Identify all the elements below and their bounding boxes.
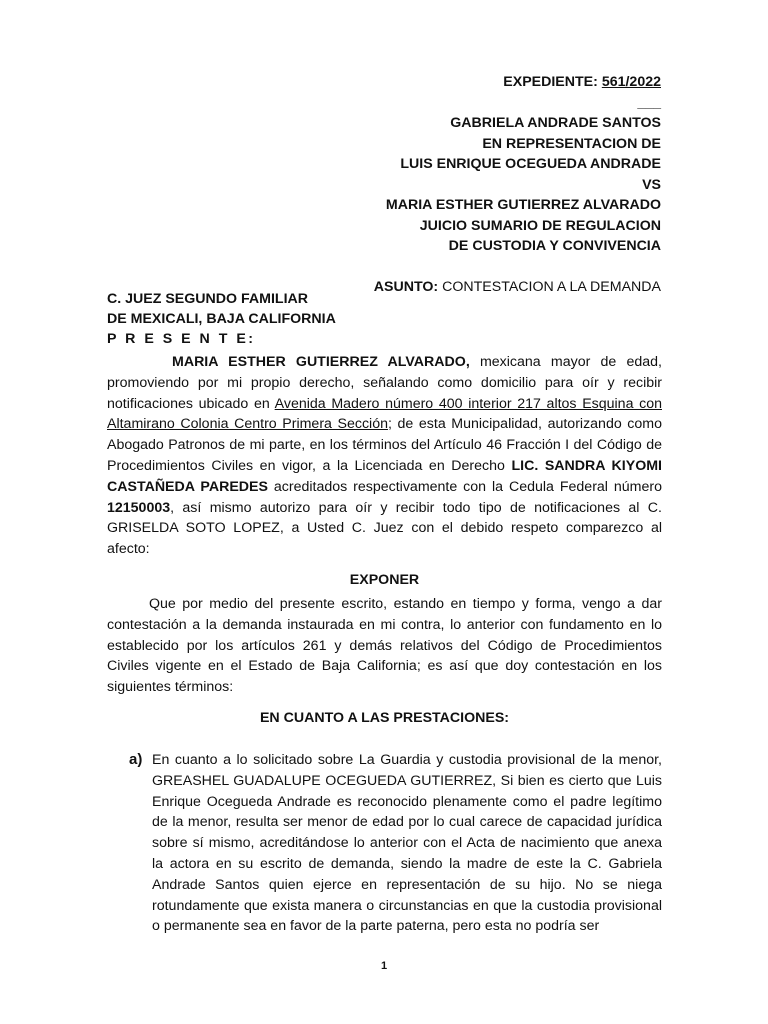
respondent-name: MARIA ESTHER GUTIERREZ ALVARADO, [172,354,470,370]
header-line: LUIS ENRIQUE OCEGUEDA ANDRADE [400,156,661,172]
case-header [374,72,661,297]
cedula-number: 12150003 [107,499,171,516]
intro-text-3: acreditados respectivamente con la Cedula Federal número [267,478,662,495]
expediente-label: EXPEDIENTE: [503,74,602,90]
addressee-line-2: DE MEXICALI, BAJA CALIFORNIA [107,311,336,327]
item-a-label: a) [129,751,143,768]
header-line: VS [642,176,661,193]
exponer-heading: EXPONER [349,572,420,588]
exponer-paragraph: Que por medio del presente escrito, estando en tiempo y forma, vengo a dar contestación a la demanda instaurada en mi contra, lo anterior con fundamento en lo establecido por los artículos 261 y demás relativos del Código de Procedimientos Civiles vigente en el Estado de Baja California; es así que doy contestación en los siguientes términos: [107,596,662,696]
presente-line: P R E S E N T E: [107,331,256,347]
addressee-block [107,289,336,349]
asunto-line [374,277,661,298]
item-a-text: En cuanto a lo solicitado sobre La Guardia y custodia provisional de la menor, GREASHEL GUADALUPE OCEGUEDA GUTIERREZ, Si bien es cierto que Luis Enrique Ocegueda Andrade es reconocido plenamente como el padre legítimo de la menor, resulta ser menor de edad por lo cual carece de capacidad jurídica sobre sí mismo, acreditándose lo anterior con el Acta de nacimiento que anexa la actora en su escrito de demanda, siendo la madre de este la C. Gabriela Andrade Santos quien ejerce en representación de su hijo. No se niega rotundamente que exista manera o circunstancias en que la custodia provisional o permanente sea en favor de la parte paterna, pero esta no podría ser [152,752,662,935]
header-line: GABRIELA ANDRADE SANTOS [450,115,661,131]
expediente-line [374,72,661,93]
lawyer-name: LIC. SANDRA KIYOMI CASTAÑEDA PAREDES [107,457,662,495]
intro-text-4: , así mismo autorizo para oír y recibir todo tipo de notificaciones al C. GRISELDA SOTO LOPEZ, a Usted C. Juez con el debido respeto comparezco al afecto: [107,499,662,558]
header-line: DE CUSTODIA Y CONVIVENCIA [448,238,661,254]
page-number: 1 [380,960,388,972]
address-text: Avenida Madero número 400 interior 217 altos Esquina con Altamirano Colonia Centro Primera Sección [107,395,662,433]
expediente-number: 561/2022 [601,74,661,90]
addressee-line-1: C. JUEZ SEGUNDO FAMILIAR [107,291,309,307]
header-line: EN REPRESENTACION DE [482,135,661,152]
asunto-label: ASUNTO: [373,278,439,295]
prestaciones-heading: EN CUANTO A LAS PRESTACIONES: [259,710,510,726]
expediente-underscore: ___ [637,94,661,111]
intro-text-2: ; de esta Municipalidad, autorizando como Abogado Patronos de mi parte, en los términos del Artículo 46 Fracción I del Código de Procedimientos Civiles en vigor, a la Licenciada en Derecho [107,416,663,474]
intro-paragraph [107,352,662,560]
intro-text-1: mexicana mayor de edad, promoviendo por mi propio derecho, señalando como domicilio para oír y recibir notificaciones ubicado en [107,354,662,412]
asunto-value: CONTESTACION A LA DEMANDA [438,278,661,295]
header-line: JUICIO SUMARIO DE REGULACION [419,217,661,234]
header-line: MARIA ESTHER GUTIERREZ ALVARADO [385,197,661,213]
